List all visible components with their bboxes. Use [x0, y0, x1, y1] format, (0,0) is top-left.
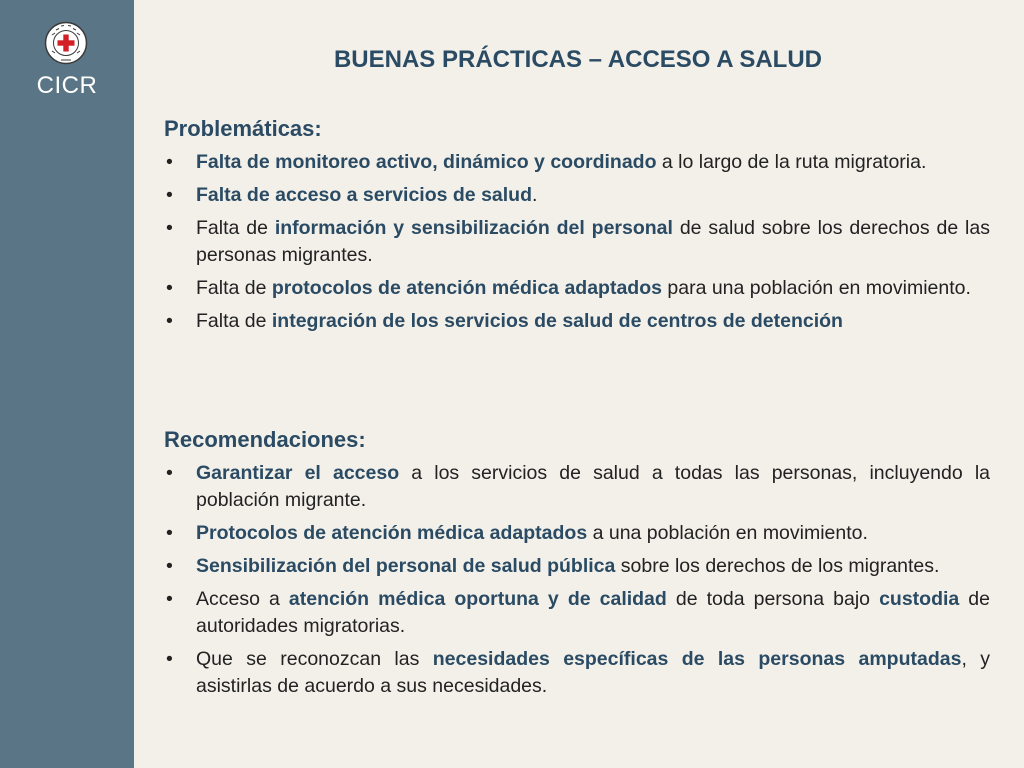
list-item — [164, 182, 990, 209]
item-text: , y asistirlas de acuerdo a sus necesidades. — [196, 648, 990, 697]
item-bold: Falta de monitoreo activo, dinámico y coordinado — [196, 151, 657, 173]
item-text: Falta de — [196, 217, 275, 239]
list-item — [164, 215, 990, 269]
item-bold: integración de los servicios de salud de centros de detención — [271, 310, 843, 332]
bullet-icon: • — [166, 277, 173, 299]
item-bold: custodia — [879, 588, 960, 610]
list-item — [164, 646, 990, 700]
item-text: de autoridades migratorias. — [196, 588, 990, 637]
item-bold: Garantizar el acceso — [196, 462, 400, 484]
bullet-icon: • — [166, 555, 173, 577]
item-text: sobre los derechos de los migrantes. — [615, 555, 940, 577]
item-text: Falta de — [196, 310, 272, 332]
item-bold: protocolos de atención médica adaptados — [271, 277, 662, 299]
item-bold: Sensibilización del personal de salud pública — [196, 555, 616, 577]
bullet-icon: • — [166, 184, 173, 206]
item-text: a los servicios de salud a todas las personas, incluyendo la población migrante. — [196, 462, 991, 511]
item-text: a lo largo de la ruta migratoria. — [656, 151, 927, 173]
sidebar — [0, 0, 134, 768]
list-item — [164, 586, 990, 640]
bullet-icon: • — [166, 310, 173, 332]
item-text: Acceso a — [196, 588, 289, 610]
item-text: de salud sobre los derechos de las personas migrantes. — [196, 217, 990, 266]
item-text: para una población en movimiento. — [661, 277, 971, 299]
item-text: Que se reconozcan las — [196, 648, 433, 670]
bullet-icon: • — [166, 588, 173, 610]
problems-list — [164, 149, 990, 335]
list-item — [164, 149, 990, 176]
item-text: de toda persona bajo — [666, 588, 880, 610]
problems-heading: Problemáticas: — [164, 116, 322, 141]
item-text: a una población en movimiento. — [587, 522, 868, 544]
recommendations-heading: Recomendaciones: — [164, 427, 366, 452]
list-item — [164, 275, 990, 302]
list-item — [164, 553, 990, 580]
list-item — [164, 520, 990, 547]
item-bold: información y sensibilización del personal — [274, 217, 673, 239]
logo-text: CICR — [36, 72, 98, 99]
bullet-icon: • — [166, 462, 173, 484]
item-bold: Falta de acceso a servicios de salud — [196, 184, 533, 206]
item-bold: necesidades específicas de las personas amputadas — [432, 648, 962, 670]
item-bold: atención médica oportuna y de calidad — [288, 588, 667, 610]
bullet-icon: • — [166, 522, 173, 544]
item-bold: Protocolos de atención médica adaptados — [196, 522, 588, 544]
bullet-icon: • — [166, 151, 173, 173]
recommendations-list — [164, 460, 990, 700]
bullet-icon: • — [166, 217, 173, 239]
item-text: . — [532, 184, 538, 206]
item-text: Falta de — [196, 277, 272, 299]
page-title: BUENAS PRÁCTICAS – ACCESO A SALUD — [333, 46, 823, 73]
red-cross-emblem-icon — [44, 21, 88, 65]
bullet-icon: • — [166, 648, 173, 670]
list-item — [164, 308, 990, 335]
list-item — [164, 460, 990, 514]
